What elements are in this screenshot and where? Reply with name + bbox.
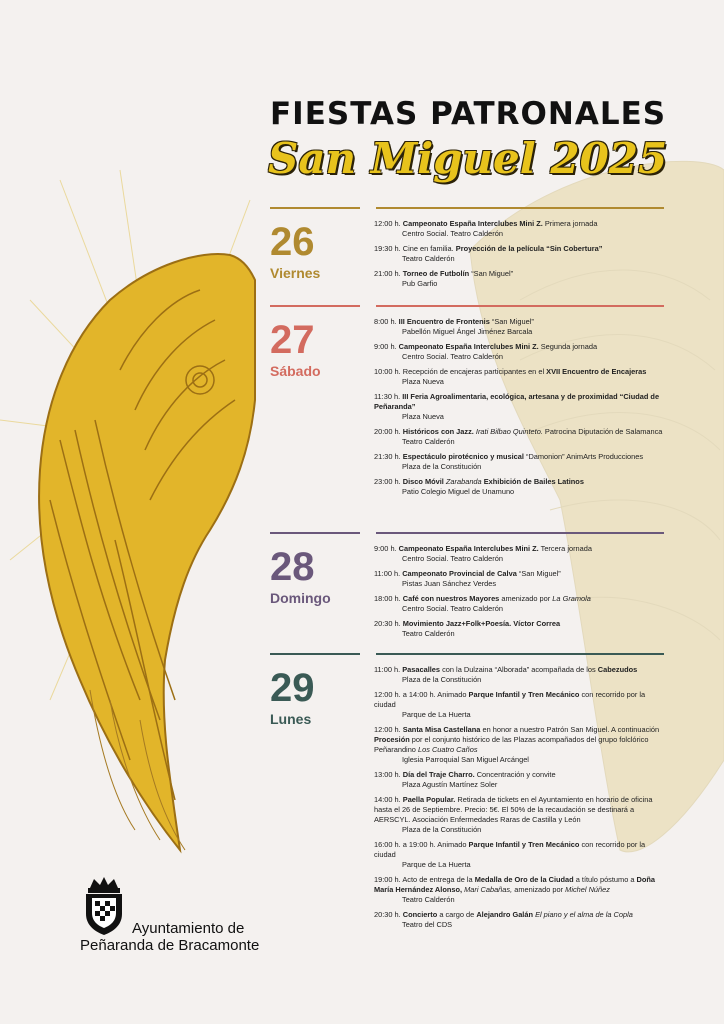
event-description: 11:30 h. III Feria Agroalimentaria, ecológica, artesana y de proximidad “Ciudad de Peñaranda” — [374, 392, 660, 411]
event-place: Teatro Calderón — [402, 437, 455, 446]
event-place: Teatro del CDS — [402, 920, 453, 929]
event-place: Teatro Calderón — [402, 254, 455, 263]
event-item — [374, 594, 666, 614]
coat-of-arms-icon — [78, 876, 130, 936]
event-description: 12:00 h. a 14:00 h. Animado Parque Infantil y Tren Mecánico con recorrido por la ciudad — [374, 690, 646, 709]
event-place: Plaza de la Constitución — [402, 462, 482, 471]
event-description: 9:00 h. Campeonato España Interclubes Mini Z. Tercera jornada — [374, 544, 592, 553]
event-item — [374, 392, 666, 422]
event-description: 12:00 h. Campeonato España Interclubes Mini Z. Primera jornada — [374, 219, 598, 228]
event-item — [374, 477, 666, 497]
day-name: Sábado — [270, 363, 321, 379]
event-place: Centro Social. Teatro Calderón — [402, 352, 503, 361]
event-description: 20:30 h. Movimiento Jazz+Folk+Poesía. Víctor Correa — [374, 619, 561, 628]
divider — [270, 305, 360, 307]
event-description: 20:30 h. Concierto a cargo de Alejandro Galán El piano y el alma de la Copla — [374, 910, 633, 919]
event-description: 16:00 h. a 19:00 h. Animado Parque Infantil y Tren Mecánico con recorrido por la ciudad — [374, 840, 646, 859]
event-description: 20:00 h. Históricos con Jazz. Irati Bilbao Quinteto. Patrocina Diputación de Salamanca — [374, 427, 663, 436]
day-number: 29 — [270, 666, 315, 710]
event-item — [374, 317, 666, 337]
event-description: 10:00 h. Recepción de encajeras participantes en el XVII Encuentro de Encajeras — [374, 367, 647, 376]
event-list — [374, 544, 666, 644]
divider — [376, 532, 664, 534]
event-description: 12:00 h. Santa Misa Castellana en honor a nuestro Patrón San Miguel. A continuación Procesión por el conjunto histórico de las Plazas acompañados del grupo folclórico Peñarandino Los Cuatro Caños — [374, 725, 660, 754]
event-item — [374, 690, 666, 720]
event-place: Iglesia Parroquial San Miguel Arcángel — [402, 755, 529, 764]
title-line1: FIESTAS PATRONALES — [270, 96, 667, 132]
day-number: 27 — [270, 318, 315, 362]
event-item — [374, 342, 666, 362]
event-place: Centro Social. Teatro Calderón — [402, 229, 503, 238]
event-item — [374, 569, 666, 589]
event-description: 8:00 h. III Encuentro de Frontenis “San Miguel” — [374, 317, 534, 326]
event-place: Plaza Nueva — [402, 377, 444, 386]
event-description: 9:00 h. Campeonato España Interclubes Mini Z. Segunda jornada — [374, 342, 598, 351]
divider — [376, 653, 664, 655]
divider — [270, 532, 360, 534]
event-place: Plaza Agustín Martínez Soler — [402, 780, 498, 789]
event-list — [374, 219, 666, 294]
event-place: Plaza de la Constitución — [402, 675, 482, 684]
event-item — [374, 367, 666, 387]
event-item — [374, 544, 666, 564]
event-list — [374, 317, 666, 502]
event-item — [374, 840, 666, 870]
event-item — [374, 910, 666, 930]
event-item — [374, 770, 666, 790]
footer-line1: Ayuntamiento de — [132, 920, 245, 937]
event-item — [374, 269, 666, 289]
divider — [270, 653, 360, 655]
event-description: 23:00 h. Disco Móvil Zarabanda Exhibición de Bailes Latinos — [374, 477, 584, 486]
event-place: Teatro Calderón — [402, 629, 455, 638]
divider — [376, 207, 664, 209]
event-description: 21:00 h. Torneo de Futbolín “San Miguel” — [374, 269, 514, 278]
event-item — [374, 875, 666, 905]
event-item — [374, 619, 666, 639]
event-description: 11:00 h. Campeonato Provincial de Calva “San Miguel” — [374, 569, 561, 578]
day-number: 26 — [270, 220, 315, 264]
event-description: 11:00 h. Pasacalles con la Dulzaina “Alborada” acompañada de los Cabezudos — [374, 665, 638, 674]
day-name: Lunes — [270, 711, 312, 727]
event-place: Pistas Juan Sánchez Verdes — [402, 579, 497, 588]
event-place: Centro Social. Teatro Calderón — [402, 554, 503, 563]
event-item — [374, 244, 666, 264]
event-place: Plaza Nueva — [402, 412, 444, 421]
event-place: Parque de La Huerta — [402, 710, 471, 719]
event-item — [374, 452, 666, 472]
event-item — [374, 219, 666, 239]
event-description: 19:00 h. Acto de entrega de la Medalla de Oro de la Ciudad a título póstumo a Doña María Hernández Alonso, Mari Cabañas, amenizado por Michel Núñez — [374, 875, 656, 894]
event-description: 18:00 h. Café con nuestros Mayores amenizado por La Gramola — [374, 594, 591, 603]
event-place: Patio Colegio Miguel de Unamuno — [402, 487, 515, 496]
event-place: Parque de La Huerta — [402, 860, 471, 869]
event-description: 19:30 h. Cine en familia. Proyección de la película “Sin Cobertura” — [374, 244, 603, 253]
event-place: Centro Social. Teatro Calderón — [402, 604, 503, 613]
event-item — [374, 665, 666, 685]
day-number: 28 — [270, 545, 315, 589]
event-place: Teatro Calderón — [402, 895, 455, 904]
golden-wing-icon — [0, 0, 270, 900]
event-item — [374, 725, 666, 765]
event-place: Pub Garfio — [402, 279, 438, 288]
event-list — [374, 665, 666, 935]
event-place: Pabellón Miguel Ángel Jiménez Barcala — [402, 327, 533, 336]
event-description: 13:00 h. Día del Traje Charro. Concentración y convite — [374, 770, 556, 779]
event-description: 21:30 h. Espectáculo pirotécnico y musical “Damonion” AnimArts Producciones — [374, 452, 644, 461]
divider — [376, 305, 664, 307]
event-description: 14:00 h. Paella Popular. Retirada de tickets en el Ayuntamiento en horario de oficina hasta el 26 de Septiembre. Precio: 5€. El 50% de la recaudación se destinará a AERSCYL. Asociación Enfermedades Raras de Castilla y León — [374, 795, 653, 824]
day-name: Domingo — [270, 590, 331, 606]
day-name: Viernes — [270, 265, 321, 281]
event-item — [374, 427, 666, 447]
event-item — [374, 795, 666, 835]
title-line2: San Miguel 2025 — [268, 134, 668, 183]
divider — [270, 207, 360, 209]
footer-line2: Peñaranda de Bracamonte — [80, 937, 260, 954]
event-place: Plaza de la Constitución — [402, 825, 482, 834]
